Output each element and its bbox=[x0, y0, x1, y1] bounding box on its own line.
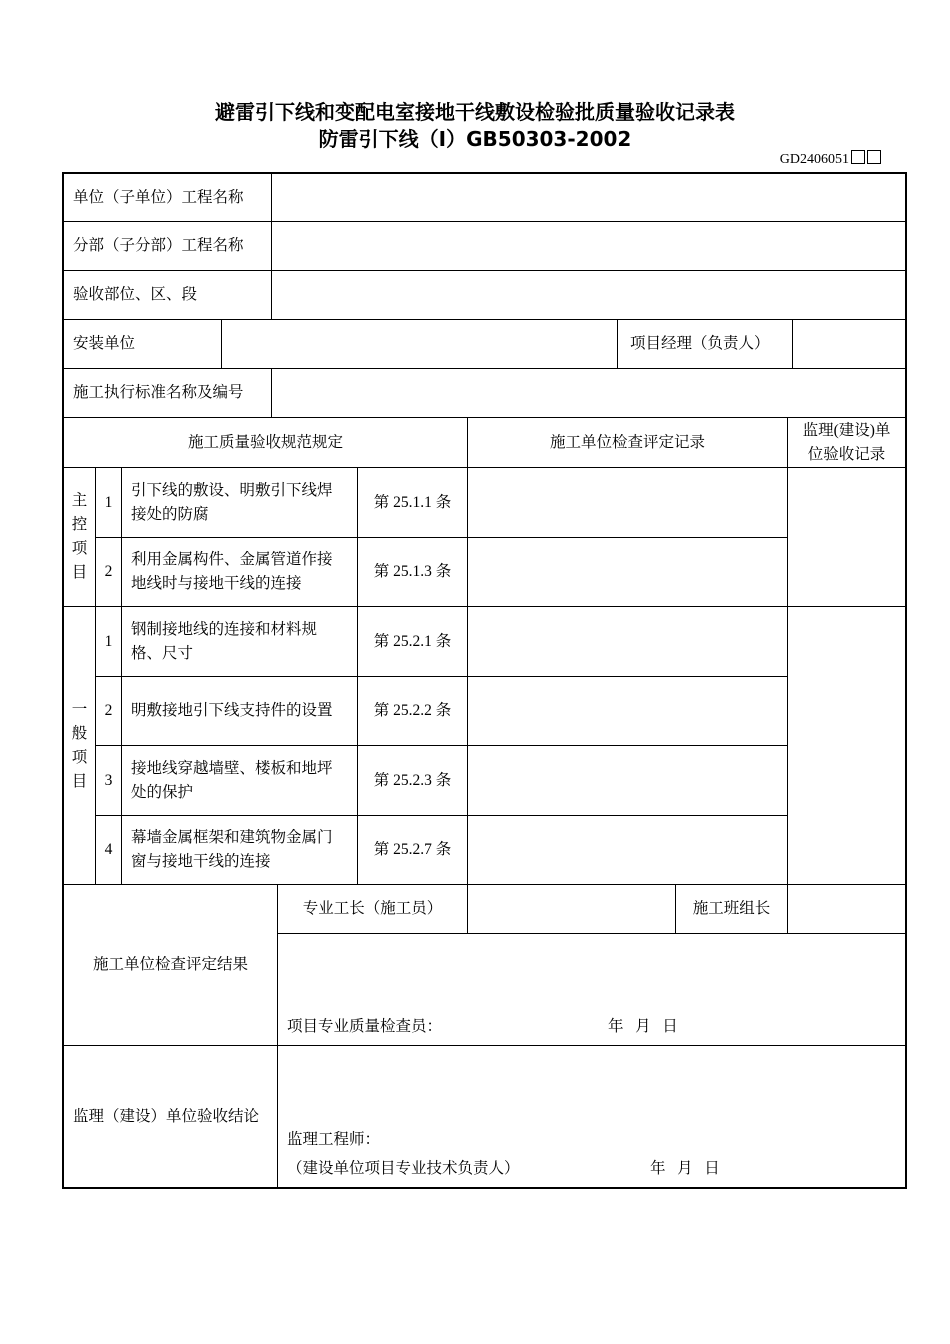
team-leader-value[interactable] bbox=[788, 885, 905, 933]
general-item-description bbox=[122, 746, 357, 815]
description-line: 接地线穿越墙壁、楼板和地坪 bbox=[131, 759, 333, 777]
general-group-char: 般 bbox=[71, 724, 88, 742]
general-item-number: 4 bbox=[104, 841, 113, 858]
main-item-clause: 第 25.1.3 条 bbox=[373, 563, 452, 580]
main-items-supervision-record[interactable] bbox=[788, 468, 905, 606]
general-item-clause: 第 25.2.7 条 bbox=[373, 841, 452, 858]
construction-date: 年 月 日 bbox=[608, 1018, 678, 1035]
division-project-value[interactable] bbox=[272, 222, 905, 270]
general-item-check-record[interactable] bbox=[468, 607, 787, 676]
unit-project-label: 单位（子单位）工程名称 bbox=[73, 188, 244, 206]
description-line: 地线时与接地干线的连接 bbox=[131, 575, 302, 592]
supervision-column-header bbox=[788, 418, 905, 467]
installation-unit-label: 安装单位 bbox=[73, 335, 136, 352]
supervision-result-label: 监理（建设）单位验收结论 bbox=[73, 1107, 260, 1125]
general-group-char: 一 bbox=[71, 700, 88, 718]
project-manager-value[interactable] bbox=[793, 320, 905, 368]
general-item-clause: 第 25.2.2 条 bbox=[373, 702, 452, 719]
main-items-group-label bbox=[64, 468, 95, 606]
main-item-number: 1 bbox=[104, 493, 113, 511]
description-line: 钢制接地线的连接和材料规 bbox=[131, 620, 318, 638]
main-group-char: 项 bbox=[71, 540, 88, 557]
general-item-number: 3 bbox=[104, 771, 113, 789]
main-group-char: 主 bbox=[71, 492, 88, 509]
unit-project-value[interactable] bbox=[272, 174, 905, 221]
description-line: 格、尺寸 bbox=[131, 644, 194, 662]
spec-column-header: 施工质量验收规范规定 bbox=[187, 433, 343, 451]
general-item-clause: 第 25.2.1 条 bbox=[373, 632, 452, 650]
general-item-clause: 第 25.2.3 条 bbox=[373, 771, 452, 789]
general-group-char: 目 bbox=[71, 772, 88, 790]
installation-unit-value[interactable] bbox=[222, 320, 617, 368]
code-checkbox-2[interactable] bbox=[867, 150, 881, 164]
acceptance-location-label: 验收部位、区、段 bbox=[73, 286, 198, 303]
general-group-char: 项 bbox=[71, 748, 88, 766]
general-item-description bbox=[122, 816, 357, 884]
main-item-clause: 第 25.1.1 条 bbox=[373, 493, 452, 511]
description-line: 引下线的敷设、明敷引下线焊 bbox=[131, 481, 333, 499]
division-project-label: 分部（子分部）工程名称 bbox=[73, 237, 244, 254]
owner-technical-lead-label: （建设单位项目专业技术负责人） bbox=[287, 1160, 520, 1177]
team-leader-label: 施工班组长 bbox=[692, 900, 771, 917]
general-item-check-record[interactable] bbox=[468, 746, 787, 815]
standard-value[interactable] bbox=[272, 369, 905, 417]
check-column-header: 施工单位检查评定记录 bbox=[549, 433, 705, 451]
description-line: 窗与接地干线的连接 bbox=[131, 853, 271, 870]
general-items-supervision-record[interactable] bbox=[788, 607, 905, 884]
foreman-label: 专业工长（施工员） bbox=[302, 900, 443, 917]
general-item-description bbox=[122, 607, 357, 676]
general-item-number: 1 bbox=[104, 632, 113, 650]
supervision-header-line1: 监理(建设)单 bbox=[802, 421, 891, 439]
form-subtitle: 防雷引下线（Ⅰ）GB50303-2002 bbox=[318, 127, 632, 151]
construction-result-label: 施工单位检查评定结果 bbox=[92, 956, 248, 973]
main-item-check-record[interactable] bbox=[468, 538, 787, 606]
general-item-description: 明敷接地引下线支持件的设置 bbox=[131, 702, 333, 719]
general-items-group-label bbox=[64, 607, 95, 884]
general-item-check-record[interactable] bbox=[468, 677, 787, 745]
general-item-check-record[interactable] bbox=[468, 816, 787, 884]
supervision-header-line2: 位验收记录 bbox=[807, 445, 886, 463]
supervision-date: 年 月 日 bbox=[650, 1160, 720, 1177]
main-item-number: 2 bbox=[104, 563, 113, 580]
main-group-char: 目 bbox=[71, 564, 88, 581]
description-line: 利用金属构件、金属管道作接 bbox=[131, 551, 333, 568]
main-item-description bbox=[122, 468, 357, 537]
general-item-number: 2 bbox=[104, 702, 113, 719]
code-checkbox-1[interactable] bbox=[851, 150, 865, 164]
description-line: 接处的防腐 bbox=[131, 505, 209, 523]
description-line: 处的保护 bbox=[131, 783, 194, 801]
quality-inspector-label: 项目专业质量检查员： bbox=[287, 1018, 443, 1035]
acceptance-location-value[interactable] bbox=[272, 271, 905, 319]
description-line: 幕墙金属框架和建筑物金属门 bbox=[131, 829, 333, 846]
form-code bbox=[600, 150, 881, 168]
foreman-value[interactable] bbox=[468, 885, 675, 933]
form-code-text: GD2406051 bbox=[779, 152, 849, 167]
form-title: 避雷引下线和变配电室接地干线敷设检验批质量验收记录表 bbox=[215, 100, 735, 124]
standard-label: 施工执行标准名称及编号 bbox=[73, 384, 244, 401]
project-manager-label: 项目经理（负责人） bbox=[630, 335, 770, 352]
main-group-char: 控 bbox=[71, 516, 88, 533]
main-item-check-record[interactable] bbox=[468, 468, 787, 537]
main-item-description bbox=[122, 538, 357, 606]
supervision-engineer-label: 监理工程师： bbox=[287, 1131, 381, 1148]
